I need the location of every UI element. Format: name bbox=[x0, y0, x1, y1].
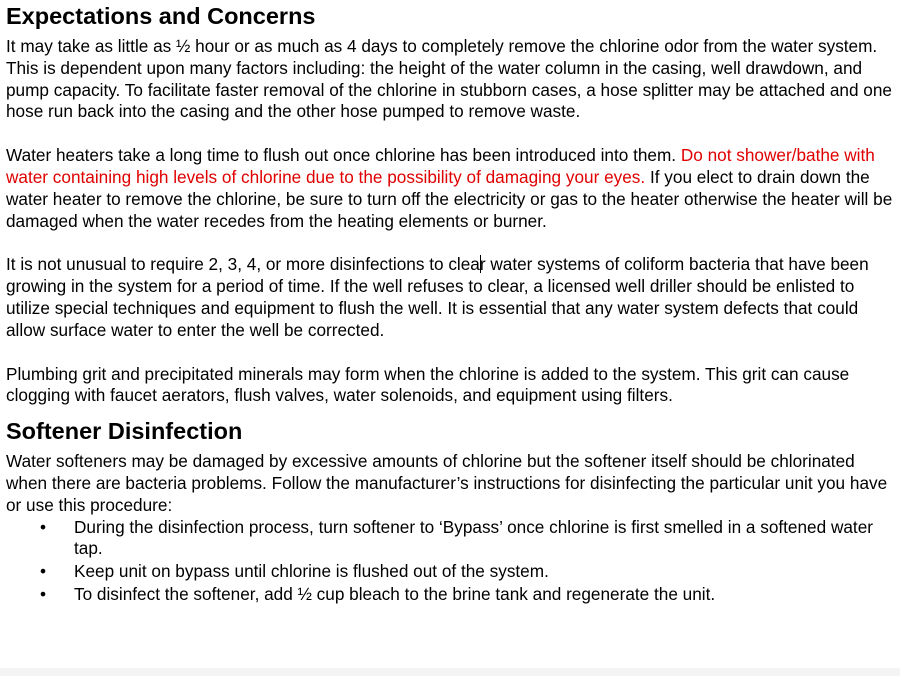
list-item-text: Keep unit on bypass until chlorine is flushed out of the system. bbox=[74, 561, 549, 582]
list-item-text: To disinfect the softener, add ½ cup bleach to the brine tank and regenerate the unit. bbox=[74, 583, 716, 604]
section-heading-expectations: Expectations and Concerns bbox=[6, 3, 316, 29]
list-item-text: During the disinfection process, turn softener to ‘Bypass’ once chlorine is first smelled in a softened water tap. bbox=[74, 516, 873, 559]
paragraph-multiple-disinfections[interactable] bbox=[6, 254, 894, 341]
paragraph-softener-intro: Water softeners may be damaged by excessive amounts of chlorine but the softener itself should be chlorinated when there are bacteria problems. Follow the manufacturer’s instructions for disinfecting the particular unit you have or use this procedure: bbox=[6, 451, 888, 515]
paragraph-water-heaters bbox=[6, 145, 894, 232]
paragraph-chlorine-odor: It may take as little as ½ hour or as much as 4 days to completely remove the chlorine odor from the water system. This is dependent upon many factors including: the height of the water column in the casing, well drawdown, and pump capacity. To facilitate faster removal of the chlorine in stubborn cases, a hose splitter may be attached and one hose run back into the casing and the other hose pumped to remove waste. bbox=[6, 36, 892, 122]
paragraph-multiple-disinfections-text-b: r water systems of coliform bacteria that have been growing in the system for a period of time. If the well refuses to clear, a licensed well driller should be enlisted to utilize special techniques and equipment to flush the well. It is essential that any water system defects that could allow surface water to enter the well be corrected. bbox=[6, 254, 869, 340]
paragraph-plumbing-grit: Plumbing grit and precipitated minerals may form when the chlorine is added to the system. This grit can cause clogging with faucet aerators, flush valves, water solenoids, and equipment using filters. bbox=[6, 363, 850, 406]
bullet-icon: • bbox=[40, 583, 47, 604]
paragraph-water-heaters-text-b: If you elect to drain down the water heater to remove the chlorine, be sure to turn off the electricity or gas to the heater otherwise the heater will be damaged when the water recedes from the heating elements or burner. bbox=[6, 166, 893, 231]
list-item bbox=[6, 517, 894, 561]
softener-procedure-list bbox=[6, 517, 894, 606]
page-bottom-edge bbox=[0, 668, 900, 676]
list-item bbox=[6, 561, 894, 583]
paragraph-water-heaters-text-a: Water heaters take a long time to flush out once chlorine has been introduced into them. bbox=[6, 145, 681, 166]
paragraph-multiple-disinfections-text-a: It is not unusual to require 2, 3, 4, or more disinfections to clea bbox=[6, 254, 480, 275]
list-item bbox=[6, 584, 894, 606]
bullet-icon: • bbox=[40, 516, 47, 537]
warning-text: Do not shower/bathe with water containing high levels of chlorine due to the possibility of damaging your eyes. bbox=[6, 145, 875, 187]
bullet-icon: • bbox=[40, 561, 47, 582]
section-heading-softener: Softener Disinfection bbox=[6, 418, 243, 445]
